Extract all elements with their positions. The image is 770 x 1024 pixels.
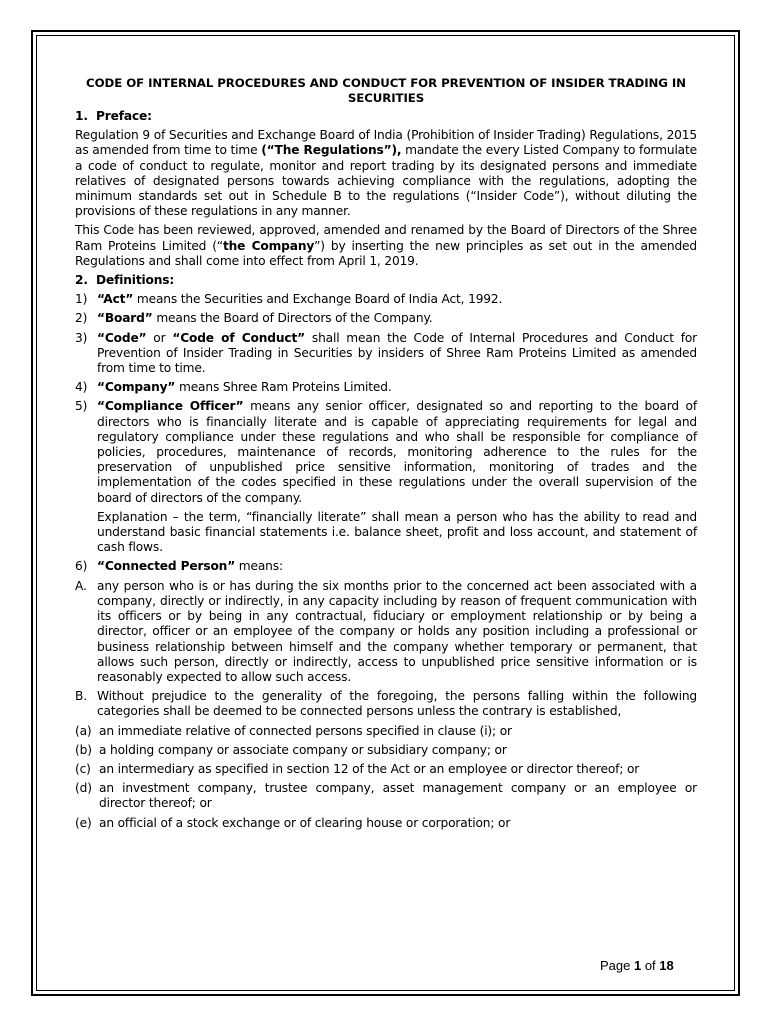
connected-person-clause: A. any person who is or has during the six months prior to the concerned act been associated with a company, directly or indirectly, in any capacity including by reason of frequent communication with its officers or by being in any contractual, fiduciary or employment relationship or by being a director, officer or an employee of the company or holds any position including a professional or business relationship between himself and the company whether temporary or permanent, that allows such person, directly or indirectly, access to unpublished price sensitive information or is reasonably expected to allow such access. [75,578,697,684]
definition-item: 4) “Company” means Shree Ram Proteins Limited. [75,380,392,395]
definition-item: 6) “Connected Person” means: [75,559,283,574]
connected-person-subitem: (a) an immediate relative of connected persons specified in clause (i); or [75,723,512,738]
preface-paragraph-2: This Code has been reviewed, approved, amended and renamed by the Board of Directors of the Shree Ram Proteins Limited (“the Company”) by inserting the new principles as set out in the amended Regulations and shall come into effect from April 1, 2019. [75,223,697,268]
document-body [75,76,697,835]
section-heading-preface: 1. Preface: [75,109,152,123]
connected-person-subitem: (d) an investment company, trustee company, asset management company or an employee or director thereof; or [75,781,697,811]
connected-person-subitem: (e) an official of a stock exchange or of clearing house or corporation; or [75,815,511,830]
connected-person-clause: B. Without prejudice to the generality of the foregoing, the persons falling within the following categories shall be deemed to be connected persons unless the contrary is established, [75,689,697,719]
definition-explanation: Explanation – the term, “financially literate” shall mean a person who has the ability to read and understand basic financial statements i.e. balance sheet, profit and loss account, and statement of cash flows. [97,509,697,555]
connected-person-subitem: (b) a holding company or associate company or subsidiary company; or [75,742,507,757]
definition-item: 2) “Board” means the Board of Directors of the Company. [75,311,433,326]
document-title: CODE OF INTERNAL PROCEDURES AND CONDUCT FOR PREVENTION OF INSIDER TRADING IN SECURITIES [86,76,686,105]
section-heading-definitions: 2. Definitions: [75,273,175,288]
definition-item: 3) “Code” or “Code of Conduct” shall mean the Code of Internal Procedures and Conduct for Prevention of Insider Trading in Securities by insiders of Shree Ram Proteins Limited as amended from time to time. [75,330,697,376]
preface-paragraph-1: Regulation 9 of Securities and Exchange Board of India (Prohibition of Insider Trading) Regulations, 2015 as amended from time to time (“The Regulations”), mandate the every Listed Company to formulate a code of conduct to regulate, monitor and report trading by its designated persons and immediate relatives of designated persons towards achieving compliance with the regulations, adopting the minimum standards set out in Schedule B to the regulations (“Insider Code”), without diluting the provisions of these regulations in any manner. [75,128,697,219]
definition-item: 5) “Compliance Officer” means any senior officer, designated so and reporting to the board of directors who is financially literate and is capable of appreciating requirements for legal and regulatory compliance under these regulations and who shall be responsible for compliance of policies, procedures, maintenance of records, monitoring adherence to the rules for the preservation of unpublished price sensitive information, monitoring of trades and the implementation of the codes specified in these regulations under the overall supervision of the board of directors of the company. Explanation – the term, “financially literate” shall mean a person who has the ability to read and understand basic financial statements i.e. balance sheet, profit and loss account, and statement of cash flows. [75,399,697,555]
page-number: Page 1 of 18 [600,958,674,973]
connected-person-subitem: (c) an intermediary as specified in section 12 of the Act or an employee or director thereof; or [75,761,640,776]
definition-item: 1) “Act” means the Securities and Exchange Board of India Act, 1992. [75,292,503,307]
